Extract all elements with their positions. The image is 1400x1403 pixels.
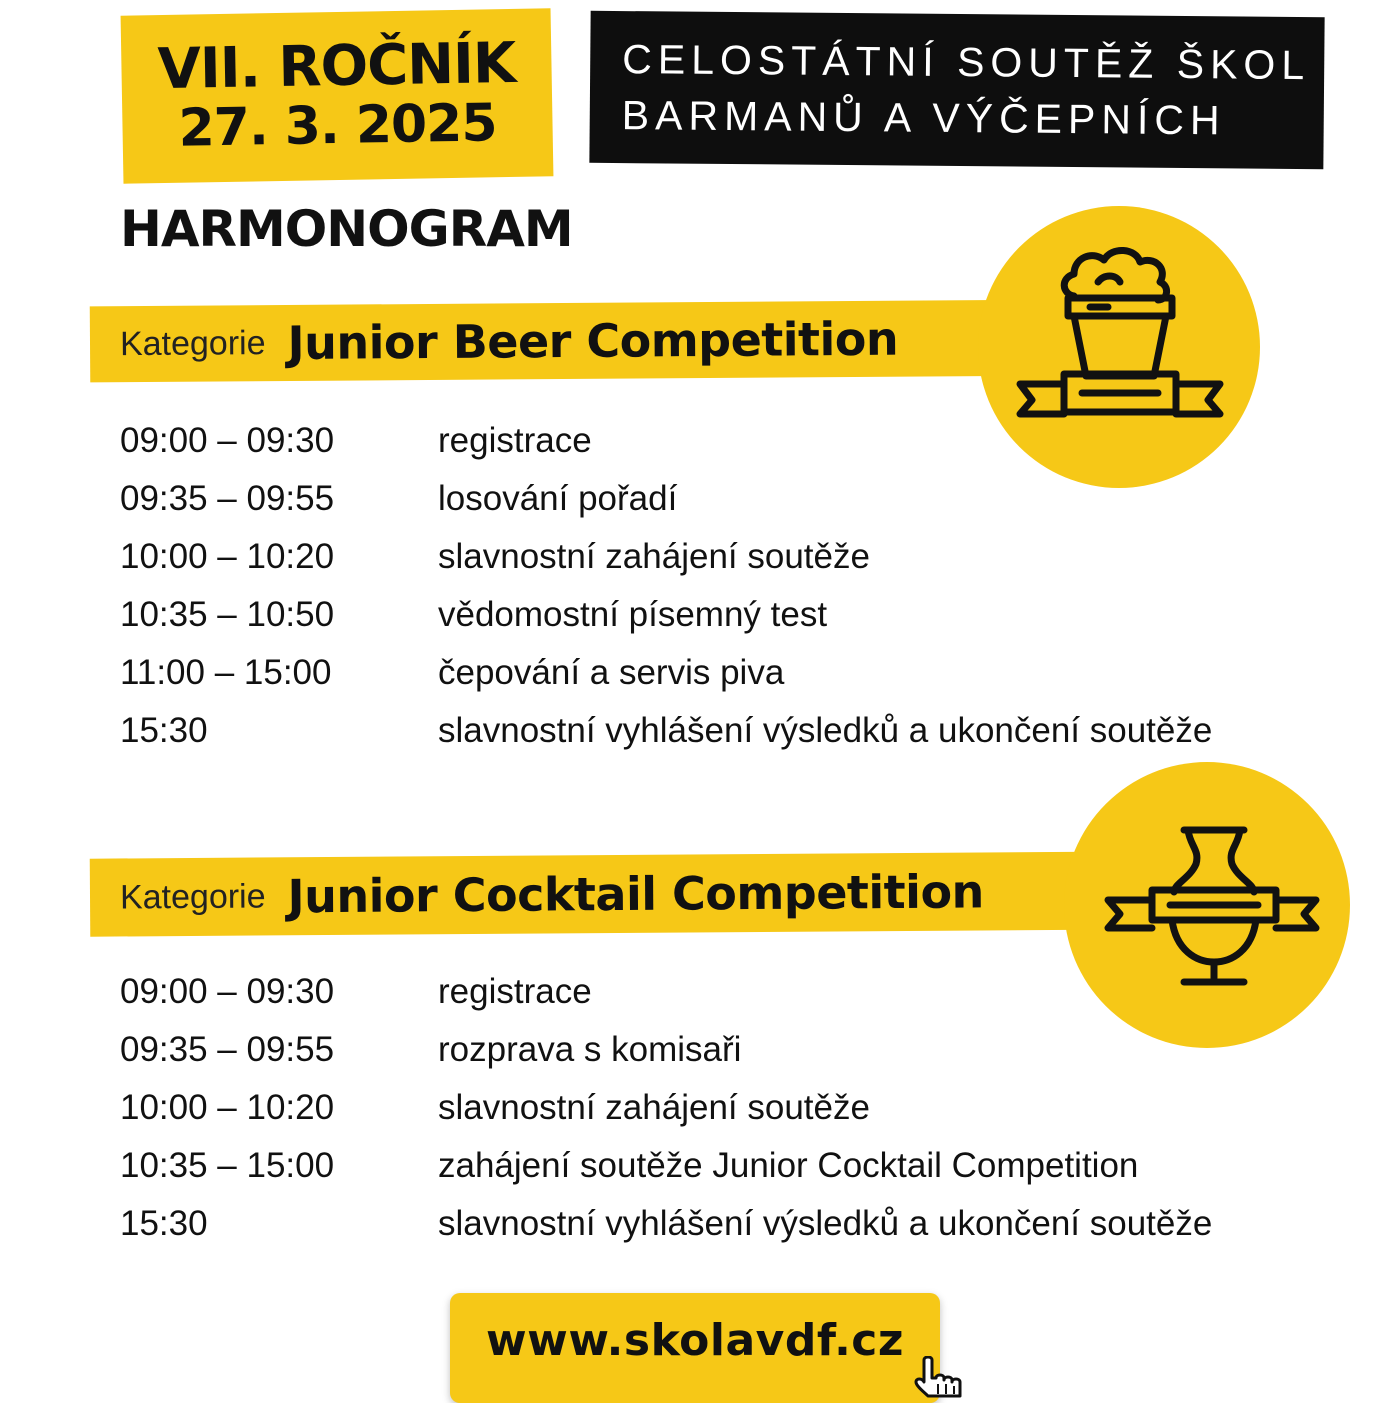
edition-tag [121,8,554,183]
schedule-activity: slavnostní zahájení soutěže [438,1088,870,1127]
schedule-activity: slavnostní zahájení soutěže [438,537,870,576]
schedule-row [120,1195,1212,1253]
schedule-row [120,1137,1212,1195]
schedule-activity: registrace [438,972,592,1011]
schedule-row [120,470,1212,528]
schedule-row [120,644,1212,702]
schedule-time: 11:00 – 15:00 [120,653,332,692]
schedule-row [120,412,1212,470]
category-banner-beer [90,300,1051,383]
schedule-row [120,702,1212,760]
schedule-row [120,528,1212,586]
schedule-time: 10:35 – 10:50 [120,595,335,634]
schedule-activity: zahájení soutěže Junior Cocktail Competition [438,1146,1139,1185]
category-name: Junior Cocktail Competition [287,864,984,924]
category-label: Kategorie [119,323,266,363]
event-date: 27. 3. 2025 [178,93,498,159]
schedule-activity: rozprava s komisaři [438,1030,742,1069]
schedule-row [120,1021,1212,1079]
schedule-time: 09:00 – 09:30 [120,972,335,1011]
schedule-row [120,586,1212,644]
schedule-activity: registrace [438,421,592,460]
schedule-activity: slavnostní vyhlášení výsledků a ukončení soutěže [438,711,1213,750]
schedule-time: 09:35 – 09:55 [120,479,335,518]
schedule-time: 09:35 – 09:55 [120,1030,335,1069]
competition-title-line2: BARMANŮ A VÝČEPNÍCH [621,92,1226,144]
competition-title-line1: CELOSTÁTNÍ SOUTĚŽ ŠKOL [622,36,1311,89]
schedule-time: 09:00 – 09:30 [120,421,335,460]
competition-title-tag [589,11,1324,169]
schedule-cocktail [120,963,1212,1253]
schedule-time: 15:30 [120,1204,208,1243]
schedule-row [120,963,1212,1021]
website-link-button[interactable] [450,1293,940,1403]
edition-label: VII. ROČNÍK [157,30,516,103]
category-label: Kategorie [119,876,266,916]
category-banner-cocktail [90,851,1151,936]
beer-glass-icon [1012,238,1228,424]
schedule-time: 10:00 – 10:20 [120,537,335,576]
schedule-activity: čepování a servis piva [438,653,785,692]
website-url[interactable]: www.skolavdf.cz [486,1315,904,1366]
schedule-time: 10:35 – 15:00 [120,1146,335,1185]
schedule-activity: vědomostní písemný test [438,595,828,634]
schedule-row [120,1079,1212,1137]
hand-pointer-icon [910,1356,982,1400]
schedule-activity: losování pořadí [438,479,678,518]
schedule-beer [120,412,1212,760]
page-title: HARMONOGRAM [120,200,573,258]
schedule-time: 10:00 – 10:20 [120,1088,335,1127]
schedule-activity: slavnostní vyhlášení výsledků a ukončení soutěže [438,1204,1213,1243]
schedule-time: 15:30 [120,711,208,750]
category-name: Junior Beer Competition [287,311,899,370]
